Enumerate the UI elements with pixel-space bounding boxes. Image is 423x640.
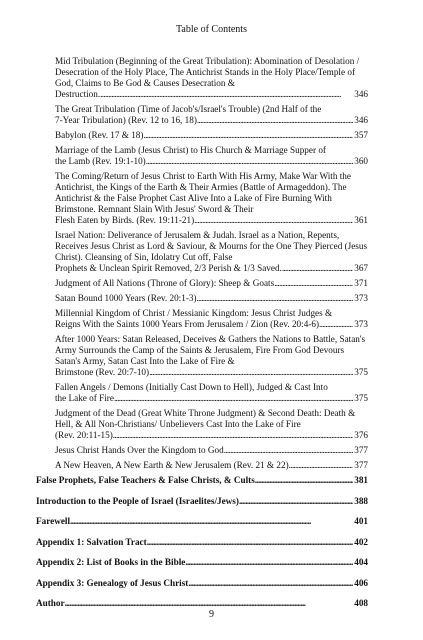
toc-entry-line <box>55 215 368 226</box>
toc-section-entry[interactable] <box>0 104 423 126</box>
dot-leader <box>194 215 353 226</box>
toc-section-entry[interactable] <box>0 334 423 378</box>
toc-entry-line <box>36 557 368 568</box>
toc-entry-title: Marriage of the Lamb (Jesus Christ) to His Church & Marriage Supper of <box>55 145 326 155</box>
toc-entry-title-end: Appendix 2: List of Books in the Bible <box>36 557 186 567</box>
toc-entry-title: Judgment of the Dead (Great White Throne Judgment) & Second Death: Death & Hell, & All Non-Christians/ Unbelievers Cast Into the Lake of Fire <box>55 408 356 429</box>
toc-entry-title-end: 7-Year Tribulation) (Rev. 12 to 16, 18) <box>55 115 197 125</box>
toc-entry-line <box>36 475 368 486</box>
dot-leader <box>319 319 353 330</box>
toc-entry-title-end: (Rev. 20:11-15) <box>55 430 113 440</box>
toc-page-number: 373 <box>354 293 368 303</box>
toc-chapter-entry[interactable] <box>0 537 423 548</box>
toc-page-number: 367 <box>354 263 368 273</box>
toc-section-entry[interactable] <box>0 408 423 441</box>
toc-entry-title-end: Flesh Eaten by Birds. (Rev. 19:11-21) <box>55 215 195 225</box>
toc-entry-title: Israel Nation: Deliverance of Jerusalem & Judah. Israel as a Nation, Repents, Receives Jesus Christ as Lord & Saviour, & Mourns for the One They Pierced (Jesus Christ). Cleansing of Sin, Idolatry Cut off, False <box>55 230 368 262</box>
dot-leader <box>146 156 353 167</box>
toc-entry-line <box>55 115 368 126</box>
toc-entry-title-end: Author <box>36 598 65 608</box>
toc-chapter-entry[interactable] <box>0 578 423 589</box>
dot-leader <box>224 445 354 456</box>
dot-leader <box>289 460 354 471</box>
toc-entry-line <box>55 89 368 100</box>
toc-entry-line <box>55 156 368 167</box>
toc-section-entry[interactable] <box>0 445 423 456</box>
toc-page-number: 381 <box>354 475 368 485</box>
toc-entry-title: Millennial Kingdom of Christ / Messianic Kingdom: Jesus Christ Judges & <box>55 308 333 318</box>
toc-entry-title: The Coming/Return of Jesus Christ to Earth With His Army, Make War With the Antichrist, the Kings of the Earth & Their Armies (Battle of Armageddon). The Antichrist & the False Prophet Cast Alive Into a Lake of Fire Burning With Brimstone. Remnant Slain With Jesus' Sword & Their <box>55 171 351 214</box>
toc-entry-line <box>55 293 368 304</box>
toc-section-entry[interactable] <box>0 308 423 330</box>
toc-page-number: 402 <box>354 536 368 547</box>
toc-entry-line <box>55 278 368 289</box>
toc-section-entry[interactable] <box>0 460 423 471</box>
dot-leader <box>185 557 353 568</box>
toc-entry-title-end: Brimstone (Rev. 20:7-10) <box>55 367 150 377</box>
toc-entry-title-end: Reigns With the Saints 1000 Years From Jerusalem / Zion (Rev. 20:4-6) <box>55 319 320 329</box>
toc-page-number: 375 <box>354 393 368 403</box>
dot-leader <box>70 516 353 527</box>
toc-entry-line <box>36 537 368 548</box>
dot-leader <box>113 430 353 441</box>
toc-entry-title-end: Prophets & Unclean Spirit Removed, 2/3 Perish & 1/3 Saved. <box>55 263 282 273</box>
toc-entry-line <box>36 516 368 527</box>
toc-entry-line <box>55 393 368 404</box>
dot-leader <box>197 293 354 304</box>
toc-entry-title-end: Introduction to the People of Israel (Israelites/Jews) <box>36 495 239 506</box>
toc-entry-line <box>36 598 368 609</box>
toc-entry-line <box>55 430 368 441</box>
toc-page-number: 404 <box>354 557 368 567</box>
toc-page-number: 346 <box>354 115 368 125</box>
toc-section-entry[interactable] <box>0 293 423 304</box>
toc-page-number: 377 <box>354 445 368 455</box>
dot-leader <box>197 115 353 126</box>
toc-entry-line <box>55 319 368 330</box>
dot-leader <box>188 578 353 589</box>
page-header: Table of Contents <box>176 24 247 35</box>
toc-section-entry[interactable] <box>0 278 423 289</box>
toc-page-number: 375 <box>354 367 368 377</box>
toc-entry-line <box>36 496 368 507</box>
dot-leader <box>282 263 353 274</box>
toc-entry-title-end: Judgment of All Nations (Throne of Glory): Sheep & Goats <box>55 278 275 288</box>
dot-leader <box>100 89 353 100</box>
toc-section-entry[interactable] <box>0 171 423 226</box>
toc-entry-title: Mid Tribulation (Beginning of the Great Tribulation): Abomination of Desolation / Desecration of the Holy Place, The Antichrist Stands in the Holy Place/Temple of God, Claims to Be God & Causes Desecration & <box>55 56 360 88</box>
toc-entry-line <box>55 130 368 141</box>
dot-leader <box>274 278 353 289</box>
toc-entry-title-end: Appendix 1: Salvation Tract <box>36 536 147 547</box>
toc-entry-title: After 1000 Years: Satan Released, Deceives & Gathers the Nations to Battle, Satan's Army Surrounds the Camp of the Saints & Jerusalem, Fire From God Devours Satan's Army, Satan Cast Into the Lake of Fire & <box>55 334 366 366</box>
toc-entry-title-end: the Lamb (Rev. 19:1-10) <box>55 156 146 166</box>
toc-page-number: 357 <box>354 130 368 140</box>
dot-leader <box>65 598 354 609</box>
dot-leader <box>255 475 353 486</box>
toc-entry-title: Fallen Angels / Demons (Initially Cast Down to Hell), Judged & Cast Into <box>55 382 328 392</box>
toc-page-number: 373 <box>354 319 368 329</box>
toc-entry-line <box>55 367 368 378</box>
page-number: 9 <box>209 609 214 620</box>
toc-entry-title-end: Farewell <box>36 516 71 526</box>
dot-leader <box>147 537 354 548</box>
toc-chapter-entry[interactable] <box>0 516 423 527</box>
toc-chapter-entry[interactable] <box>0 557 423 568</box>
toc-page-number: 401 <box>354 516 368 526</box>
dot-leader <box>149 367 353 378</box>
toc-entry-line <box>36 578 368 589</box>
toc-entry-title-end: Babylon (Rev. 17 & 18) <box>55 130 144 140</box>
dot-leader <box>143 130 353 141</box>
dot-leader <box>114 393 353 404</box>
toc-section-entry[interactable] <box>0 130 423 141</box>
toc-chapter-entry[interactable] <box>0 496 423 507</box>
toc-entry-title-end: Appendix 3: Genealogy of Jesus Christ <box>36 577 189 588</box>
toc-page-number: 376 <box>354 430 368 440</box>
toc-entry-line <box>55 445 368 456</box>
dot-leader <box>239 496 353 507</box>
toc-entry-line <box>55 460 368 471</box>
toc-page-number: 388 <box>354 495 368 506</box>
table-of-contents <box>0 56 423 619</box>
toc-entry-title: The Great Tribulation (Time of Jacob's/Israel's Trouble) (2nd Half of the <box>55 104 322 114</box>
toc-page-number: 361 <box>354 215 368 225</box>
toc-page-number: 408 <box>354 598 368 608</box>
toc-section-entry[interactable] <box>0 145 423 167</box>
toc-section-entry[interactable] <box>0 382 423 404</box>
toc-page-number: 377 <box>354 460 368 470</box>
toc-entry-title-end: Destruction. <box>55 89 101 99</box>
toc-entry-title-end: the Lake of Fire <box>55 393 114 403</box>
toc-entry-title-end: Satan Bound 1000 Years (Rev. 20:1-3) <box>55 293 197 303</box>
toc-entry-title-end: False Prophets, False Teachers & False Christs, & Cults <box>36 475 255 485</box>
toc-entry-title-end: Jesus Christ Hands Over the Kingdom to God <box>55 445 224 455</box>
toc-section-entry[interactable] <box>0 56 423 100</box>
toc-section-entry[interactable] <box>0 230 423 274</box>
toc-page-number: 360 <box>354 156 368 166</box>
toc-chapter-entry[interactable] <box>0 598 423 609</box>
toc-entry-line <box>55 263 368 274</box>
toc-page-number: 371 <box>354 278 368 288</box>
toc-page-number: 406 <box>354 577 368 588</box>
toc-entry-title-end: A New Heaven, A New Earth & New Jerusalem (Rev. 21 & 22) <box>55 460 289 470</box>
toc-page-number: 346 <box>354 89 368 99</box>
toc-chapter-entry[interactable] <box>0 475 423 486</box>
